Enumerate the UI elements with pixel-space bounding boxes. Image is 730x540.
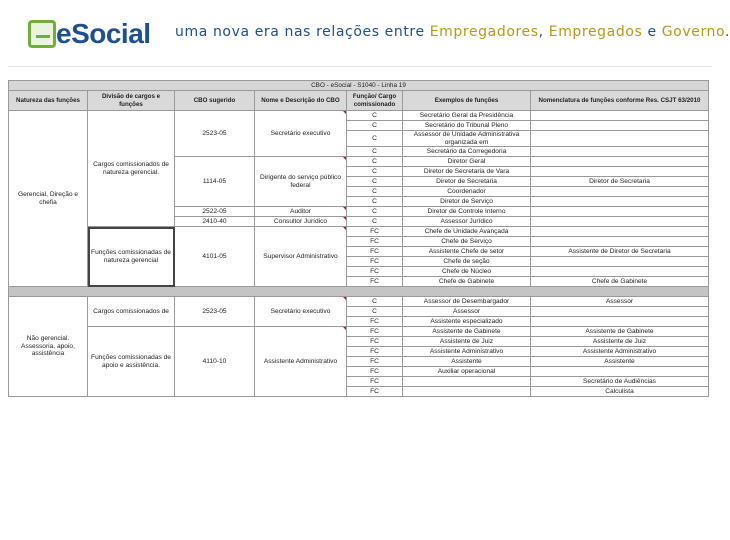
table-row	[9, 111, 709, 121]
cargo-type-cell: C	[347, 131, 403, 147]
exemplo-cell: Assistente Chefe de setor	[403, 247, 531, 257]
cbo-code-cell: 1114-05	[175, 157, 255, 207]
resolucao-cell	[531, 121, 709, 131]
tagline-highlight-governo: Governo	[661, 24, 725, 40]
resolucao-cell: Assessor	[531, 297, 709, 307]
column-header: Exemplos de funções	[403, 91, 531, 111]
resolucao-cell: Assistente Administrativo	[531, 347, 709, 357]
cargo-type-cell: C	[347, 111, 403, 121]
tagline-text: uma nova era nas relações entre	[175, 24, 430, 40]
resolucao-cell: Diretor de Secretaria	[531, 177, 709, 187]
exemplo-cell: Assistente de Juiz	[403, 337, 531, 347]
exemplo-cell: Diretor de Secretaria	[403, 177, 531, 187]
resolucao-cell	[531, 217, 709, 227]
resolucao-cell	[531, 197, 709, 207]
exemplo-cell: Assessor Jurídico	[403, 217, 531, 227]
table-title-row	[9, 81, 709, 91]
resolucao-cell	[531, 147, 709, 157]
header-divider	[8, 66, 712, 67]
exemplo-cell: Chefe de Núcleo	[403, 267, 531, 277]
cargo-type-cell: C	[347, 297, 403, 307]
table-body	[9, 111, 709, 397]
divisao-cell: Cargos comissionados de natureza gerencial.	[88, 111, 175, 227]
cargo-type-cell: FC	[347, 267, 403, 277]
cargo-type-cell: C	[347, 307, 403, 317]
resolucao-cell	[531, 131, 709, 147]
cbo-name-cell: Supervisor Administrativo	[255, 227, 347, 287]
cargo-type-cell: C	[347, 177, 403, 187]
cargo-type-cell: FC	[347, 237, 403, 247]
column-header: Natureza das funções	[9, 91, 88, 111]
table-row	[9, 227, 709, 237]
exemplo-cell: Assessor de Unidade Administrativa organizada em	[403, 131, 531, 147]
resolucao-cell	[531, 237, 709, 247]
tagline	[175, 24, 730, 40]
divisao-cell: Funções comissionadas de natureza gerencial	[88, 227, 175, 287]
cargo-type-cell: FC	[347, 367, 403, 377]
column-header: Divisão de cargos e funções	[88, 91, 175, 111]
exemplo-cell: Diretor de Secretaria de Vara	[403, 167, 531, 177]
cbo-code-cell: 2522-05	[175, 207, 255, 217]
tagline-text: e	[642, 24, 662, 40]
column-header: CBO sugerido	[175, 91, 255, 111]
cbo-code-cell: 4110-10	[175, 327, 255, 397]
resolucao-cell	[531, 317, 709, 327]
cbo-name-cell: Auditor	[255, 207, 347, 217]
resolucao-cell	[531, 257, 709, 267]
exemplo-cell: Diretor Geral	[403, 157, 531, 167]
exemplo-cell	[403, 387, 531, 397]
cargo-type-cell: FC	[347, 247, 403, 257]
cbo-name-cell: Dirigente do serviço público federal	[255, 157, 347, 207]
natureza-cell: Gerencial, Direção e chefia	[9, 111, 88, 287]
table-row	[9, 327, 709, 337]
cargo-type-cell: C	[347, 217, 403, 227]
exemplo-cell: Assistente	[403, 357, 531, 367]
resolucao-cell	[531, 267, 709, 277]
tagline-highlight-empregadores: Empregadores	[429, 24, 539, 40]
resolucao-cell: Chefe de Gabinete	[531, 277, 709, 287]
cargo-type-cell: C	[347, 157, 403, 167]
cargo-type-cell: FC	[347, 357, 403, 367]
cargo-type-cell: C	[347, 167, 403, 177]
table-title: CBO - eSocial - S1040 - Linha 19	[9, 81, 709, 91]
divisao-cell: Funções comissionadas de apoio e assistência.	[88, 327, 175, 397]
exemplo-cell: Auxiliar operacional	[403, 367, 531, 377]
resolucao-cell	[531, 367, 709, 377]
exemplo-cell: Diretor de Controle Interno	[403, 207, 531, 217]
exemplo-cell: Chefe de seção	[403, 257, 531, 267]
cbo-name-cell: Assistente Administrativo	[255, 327, 347, 397]
cargo-type-cell: C	[347, 121, 403, 131]
resolucao-cell: Calculista	[531, 387, 709, 397]
tagline-text: ,	[538, 24, 549, 40]
cargo-type-cell: C	[347, 197, 403, 207]
resolucao-cell: Assistente de Gabinete	[531, 327, 709, 337]
cbo-name-cell: Secretário executivo	[255, 111, 347, 157]
cargo-type-cell: C	[347, 187, 403, 197]
cargo-type-cell: FC	[347, 347, 403, 357]
exemplo-cell: Secretário Geral da Presidência	[403, 111, 531, 121]
exemplo-cell: Chefe de Unidade Avançada	[403, 227, 531, 237]
resolucao-cell: Assistente de Juiz	[531, 337, 709, 347]
exemplo-cell	[403, 377, 531, 387]
esocial-logo-icon	[28, 20, 56, 48]
resolucao-cell: Secretário de Audiências	[531, 377, 709, 387]
group-separator-row	[9, 287, 709, 297]
cargo-type-cell: C	[347, 147, 403, 157]
resolucao-cell	[531, 167, 709, 177]
cargo-type-cell: FC	[347, 227, 403, 237]
cargo-type-cell: FC	[347, 257, 403, 267]
cbo-code-cell: 4101-05	[175, 227, 255, 287]
resolucao-cell: Assistente	[531, 357, 709, 367]
column-header: Função/ Cargo comissionado	[347, 91, 403, 111]
cargo-type-cell: FC	[347, 337, 403, 347]
cargo-type-cell: FC	[347, 277, 403, 287]
cargo-type-cell: C	[347, 207, 403, 217]
cbo-name-cell: Secretário executivo	[255, 297, 347, 327]
resolucao-cell	[531, 207, 709, 217]
cargo-type-cell: FC	[347, 317, 403, 327]
cbo-code-cell: 2410-40	[175, 217, 255, 227]
exemplo-cell: Assessor de Desembargador	[403, 297, 531, 307]
cargo-type-cell: FC	[347, 327, 403, 337]
resolucao-cell	[531, 187, 709, 197]
esocial-logo	[20, 14, 160, 60]
tagline-highlight-empregados: Empregados	[548, 24, 643, 40]
cargo-type-cell: FC	[347, 387, 403, 397]
cbo-code-cell: 2523-05	[175, 111, 255, 157]
exemplo-cell: Assistente especializado	[403, 317, 531, 327]
exemplo-cell: Secretário do Tribunal Pleno	[403, 121, 531, 131]
exemplo-cell: Assistente de Gabinete	[403, 327, 531, 337]
cbo-table	[8, 80, 709, 397]
brand-name: eSocial	[56, 18, 151, 49]
table-row	[9, 297, 709, 307]
cbo-name-cell: Consultor Jurídico	[255, 217, 347, 227]
spreadsheet	[8, 80, 708, 518]
group-separator	[9, 287, 709, 297]
cbo-code-cell: 2523-05	[175, 297, 255, 327]
resolucao-cell: Assistente de Diretor de Secretaria	[531, 247, 709, 257]
exemplo-cell: Diretor de Serviço	[403, 197, 531, 207]
natureza-cell: Não gerencial. Assessoria, apoio, assistência	[9, 297, 88, 397]
exemplo-cell: Coordenador	[403, 187, 531, 197]
column-header: Nome e Descrição do CBO	[255, 91, 347, 111]
divisao-cell: Cargos comissionados de	[88, 297, 175, 327]
exemplo-cell: Assessor	[403, 307, 531, 317]
cargo-type-cell: FC	[347, 377, 403, 387]
table-header-row	[9, 91, 709, 111]
resolucao-cell	[531, 157, 709, 167]
exemplo-cell: Chefe de Gabinete	[403, 277, 531, 287]
resolucao-cell	[531, 307, 709, 317]
tagline-text: .	[724, 24, 730, 40]
exemplo-cell: Secretário da Corregedoria	[403, 147, 531, 157]
resolucao-cell	[531, 227, 709, 237]
resolucao-cell	[531, 111, 709, 121]
exemplo-cell: Assistente Administrativo	[403, 347, 531, 357]
exemplo-cell: Chefe de Serviço	[403, 237, 531, 247]
column-header: Nomenclatura de funções conforme Res. CSJT 63/2010	[531, 91, 709, 111]
